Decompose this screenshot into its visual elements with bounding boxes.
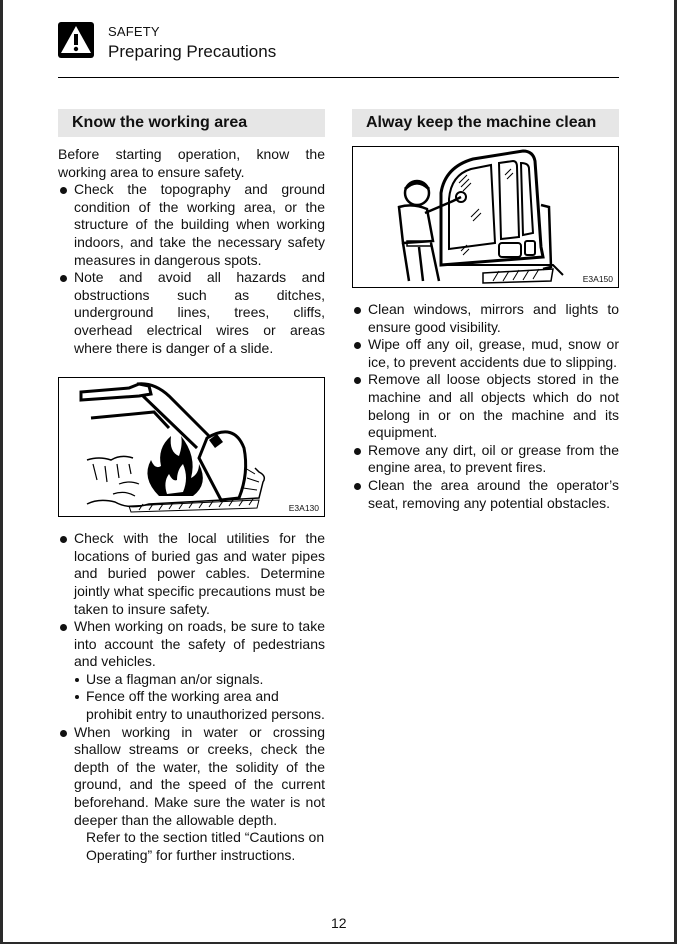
header-divider [58,77,619,78]
bullet-icon [60,624,67,631]
left-column [58,109,325,864]
figure-cleaning-cab [352,146,619,288]
page-number: 12 [331,915,347,931]
right-column [352,109,619,512]
sub-list-item: Use a flagman an/or signals. [58,671,325,689]
small-bullet-icon [75,678,79,682]
cab-cleaning-illustration [353,147,618,287]
bullet-icon [60,730,67,737]
section-heading-machine-clean: Alway keep the machine clean [352,109,619,137]
excavator-fire-illustration [59,378,324,516]
bullet-icon [354,377,361,384]
reference-note: Refer to the section titled “Cautions on Operating” for further instructions. [86,829,325,863]
figure-excavator-fire [58,377,325,517]
bullet-list [58,181,325,357]
small-bullet-icon [75,695,79,699]
list-item: When working on roads, be sure to take into account the safety of pedestrians and vehicles. [58,618,325,671]
bullet-icon [60,275,67,282]
list-item: Wipe off any oil, grease, mud, snow or ice, to prevent accidents due to slipping. [352,336,619,371]
list-item: Remove any dirt, oil or grease from the engine area, to prevent fires. [352,442,619,477]
bullet-icon [60,187,67,194]
bullet-icon [60,536,67,543]
section-heading-working-area: Know the working area [58,109,325,137]
sub-list-item: Fence off the working area and prohibit entry to unauthorized persons. [58,688,325,723]
list-item: Check the topography and ground condition of the working area, or the structure of the building when working indoors, and take the necessary safety measures in dangerous spots. [58,181,325,269]
list-item: Check with the local utilities for the locations of buried gas and water pipes and buried power cables. Determine jointly what specific precautions must be taken to insure safety. [58,530,325,618]
figure-code: E3A130 [288,503,319,514]
page-title: Preparing Precautions [108,42,277,61]
page-frame-left [0,0,3,944]
intro-paragraph: Before starting operation, know the working area to ensure safety. [58,146,325,180]
list-item: Clean the area around the operator’s seat, removing any potential obstacles. [352,477,619,512]
figure-code: E3A150 [582,274,613,284]
bullet-list [352,301,619,512]
bullet-list [58,724,325,830]
section-kicker: SAFETY [108,24,160,39]
bullet-icon [354,448,361,455]
bullet-icon [354,307,361,314]
list-item: Note and avoid all hazards and obstructions such as ditches, underground lines, trees, cliffs, overhead electrical wires or areas where there is danger of a slide. [58,269,325,357]
list-item: When working in water or crossing shallow streams or creeks, check the depth of the water, the solidity of the ground, and the speed of the current beforehand. Make sure the water is not deeper than the allowable depth. [58,724,325,830]
list-item: Clean windows, mirrors and lights to ensure good visibility. [352,301,619,336]
bullet-icon [354,483,361,490]
list-item: Remove all loose objects stored in the machine and all objects which do not belong in or on the machine and its equipment. [352,371,619,441]
sub-bullet-list [58,671,325,724]
warning-triangle-icon [58,22,94,58]
bullet-list [58,530,325,671]
bullet-icon [354,342,361,349]
